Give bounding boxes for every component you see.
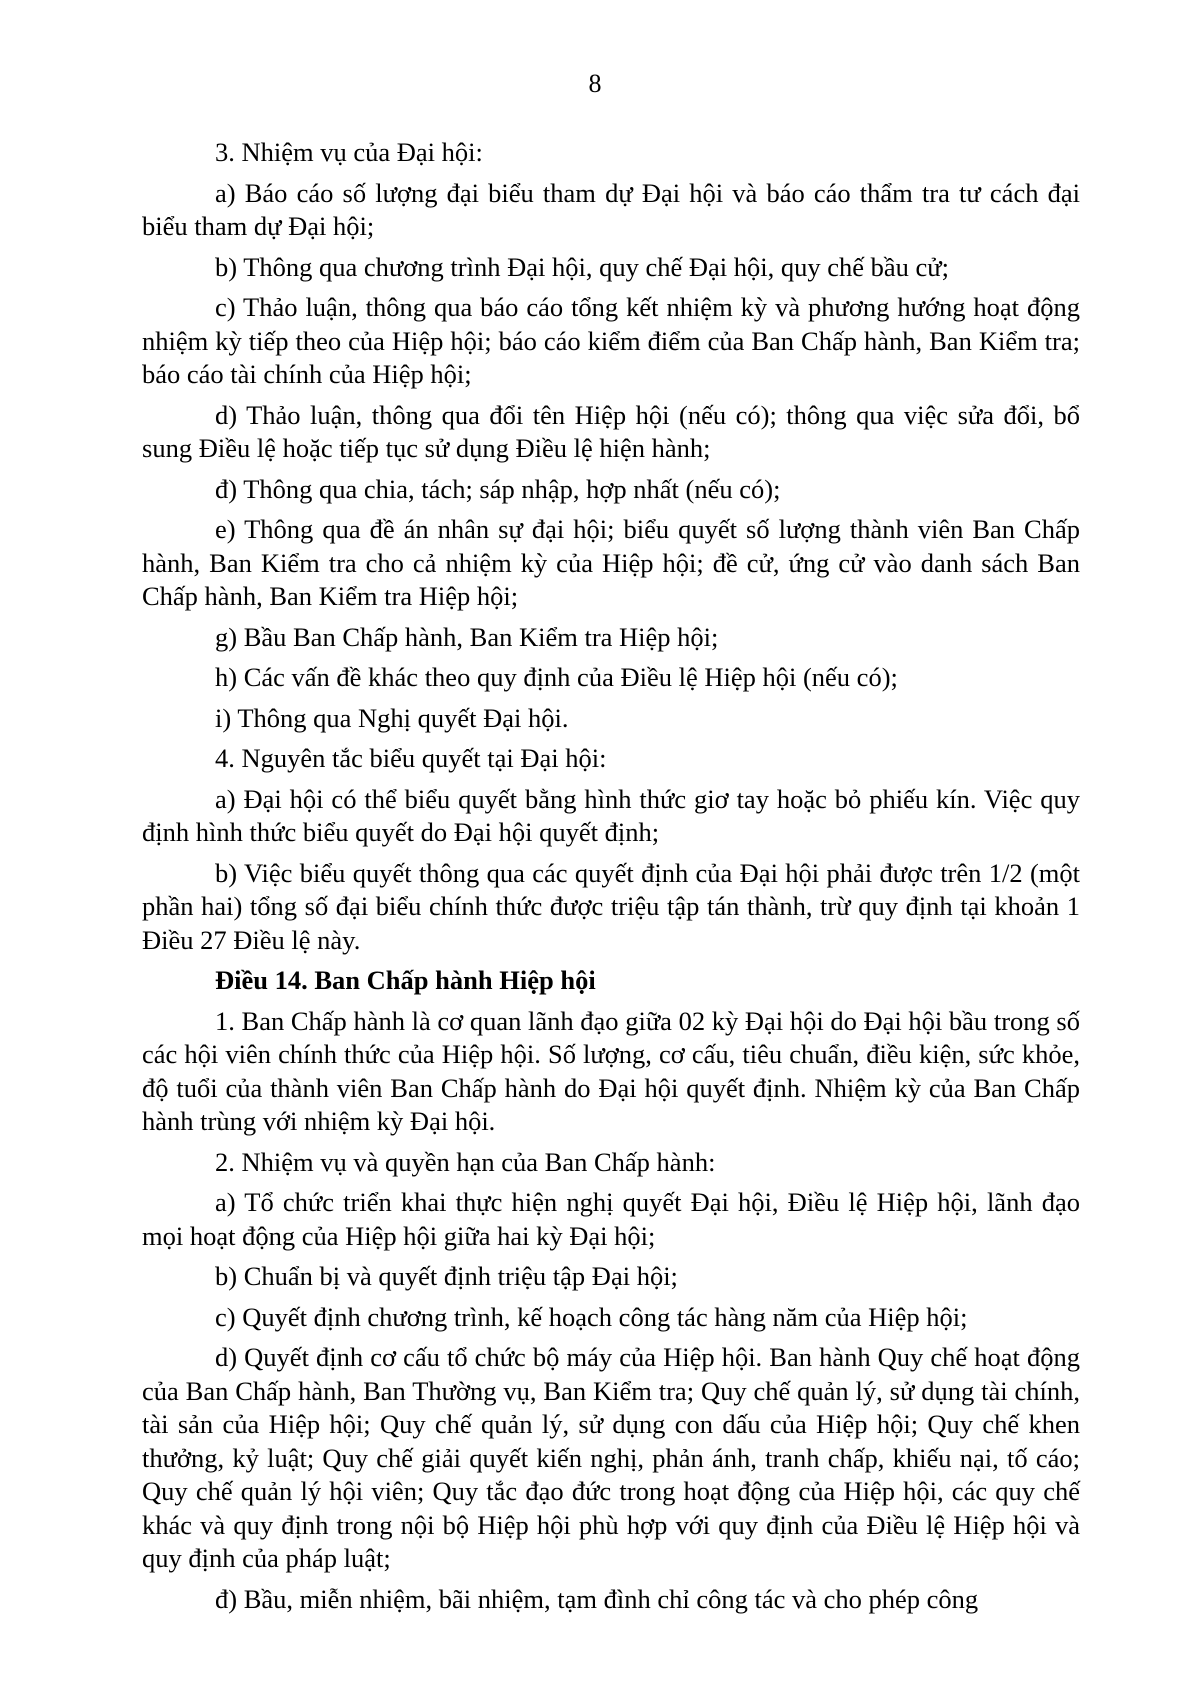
paragraph-item-g: g) Bầu Ban Chấp hành, Ban Kiểm tra Hiệp hội; bbox=[215, 621, 719, 652]
paragraph-board-item-dd: đ) Bầu, miễn nhiệm, bãi nhiệm, tạm đình chỉ công tác và cho phép công bbox=[215, 1583, 979, 1614]
paragraph-item-e: e) Thông qua đề án nhân sự đại hội; biểu quyết số lượng thành viên Ban Chấp hành, Ban Kiểm tra cho cả nhiệm kỳ của Hiệp hội; đề cử, ứng cử vào danh sách Ban Chấp hành, Ban Kiểm tra Hiệp hội; bbox=[142, 514, 1080, 611]
paragraph-item-b: b) Thông qua chương trình Đại hội, quy chế Đại hội, quy chế bầu cử; bbox=[215, 251, 950, 282]
paragraph-board-item-c: c) Quyết định chương trình, kế hoạch công tác hàng năm của Hiệp hội; bbox=[215, 1301, 968, 1332]
paragraph-item-d: d) Thảo luận, thông qua đổi tên Hiệp hội (nếu có); thông qua việc sửa đổi, bổ sung Điều lệ hoặc tiếp tục sử dụng Điều lệ hiện hành; bbox=[142, 399, 1080, 463]
paragraph-board-item-b: b) Chuẩn bị và quyết định triệu tập Đại hội; bbox=[215, 1261, 678, 1291]
paragraph-item-h: h) Các vấn đề khác theo quy định của Điều lệ Hiệp hội (nếu có); bbox=[215, 662, 898, 692]
paragraph-executive-board-1: 1. Ban Chấp hành là cơ quan lãnh đạo giữa 02 kỳ Đại hội do Đại hội bầu trong số các hội viên chính thức của Hiệp hội. Số lượng, cơ cấu, tiêu chuẩn, điều kiện, sức khỏe, độ tuổi của thành viên Ban Chấp hành do Đại hội quyết định. Nhiệm kỳ của Ban Chấp hành trùng với nhiệm kỳ Đại hội. bbox=[142, 1005, 1080, 1136]
paragraph-voting-principles: 4. Nguyên tắc biểu quyết tại Đại hội: bbox=[215, 743, 607, 773]
paragraph-item-c: c) Thảo luận, thông qua báo cáo tổng kết nhiệm kỳ và phương hướng hoạt động nhiệm kỳ tiếp theo của Hiệp hội; báo cáo kiểm điểm của Ban Chấp hành, Ban Kiểm tra; báo cáo tài chính của Hiệp hội; bbox=[142, 292, 1080, 389]
paragraph-congress-duties: 3. Nhiệm vụ của Đại hội: bbox=[215, 137, 483, 167]
paragraph-item-dd: đ) Thông qua chia, tách; sáp nhập, hợp nhất (nếu có); bbox=[215, 473, 781, 504]
paragraph-board-item-a: a) Tổ chức triển khai thực hiện nghị quyết Đại hội, Điều lệ Hiệp hội, lãnh đạo mọi hoạt động của Hiệp hội giữa hai kỳ Đại hội; bbox=[142, 1187, 1080, 1251]
paragraph-item-a: a) Báo cáo số lượng đại biểu tham dự Đại hội và báo cáo thẩm tra tư cách đại biểu tham dự Đại hội; bbox=[142, 177, 1080, 241]
paragraph-board-item-d: d) Quyết định cơ cấu tổ chức bộ máy của Hiệp hội. Ban hành Quy chế hoạt động của Ban Chấp hành, Ban Thường vụ, Ban Kiểm tra; Quy chế quản lý, sử dụng tài chính, tài sản của Hiệp hội; Quy chế quản lý, sử dụng con dấu của Hiệp hội; Quy chế khen thưởng, kỷ luật; Quy chế giải quyết kiến nghị, phản ánh, tranh chấp, khiếu nại, tố cáo; Quy chế quản lý hội viên; Quy tắc đạo đức trong hoạt động của Hiệp hội, các quy chế khác và quy định trong nội bộ Hiệp hội phù hợp với quy định của Điều lệ Hiệp hội và quy định của pháp luật; bbox=[142, 1342, 1080, 1573]
paragraph-item-i: i) Thông qua Nghị quyết Đại hội. bbox=[215, 702, 569, 733]
paragraph-voting-item-a: a) Đại hội có thể biểu quyết bằng hình thức giơ tay hoặc bỏ phiếu kín. Việc quy định hình thức biểu quyết do Đại hội quyết định; bbox=[142, 783, 1080, 847]
article-14-heading: Điều 14. Ban Chấp hành Hiệp hội bbox=[215, 965, 596, 995]
page-number: 8 bbox=[588, 69, 602, 98]
document-body bbox=[142, 136, 1080, 1623]
paragraph-executive-board-2: 2. Nhiệm vụ và quyền hạn của Ban Chấp hành: bbox=[215, 1146, 716, 1177]
paragraph-voting-item-b: b) Việc biểu quyết thông qua các quyết định của Đại hội phải được trên 1/2 (một phần hai) tổng số đại biểu chính thức được triệu tập tán thành, trừ quy định tại khoản 1 Điều 27 Điều lệ này. bbox=[142, 857, 1080, 955]
